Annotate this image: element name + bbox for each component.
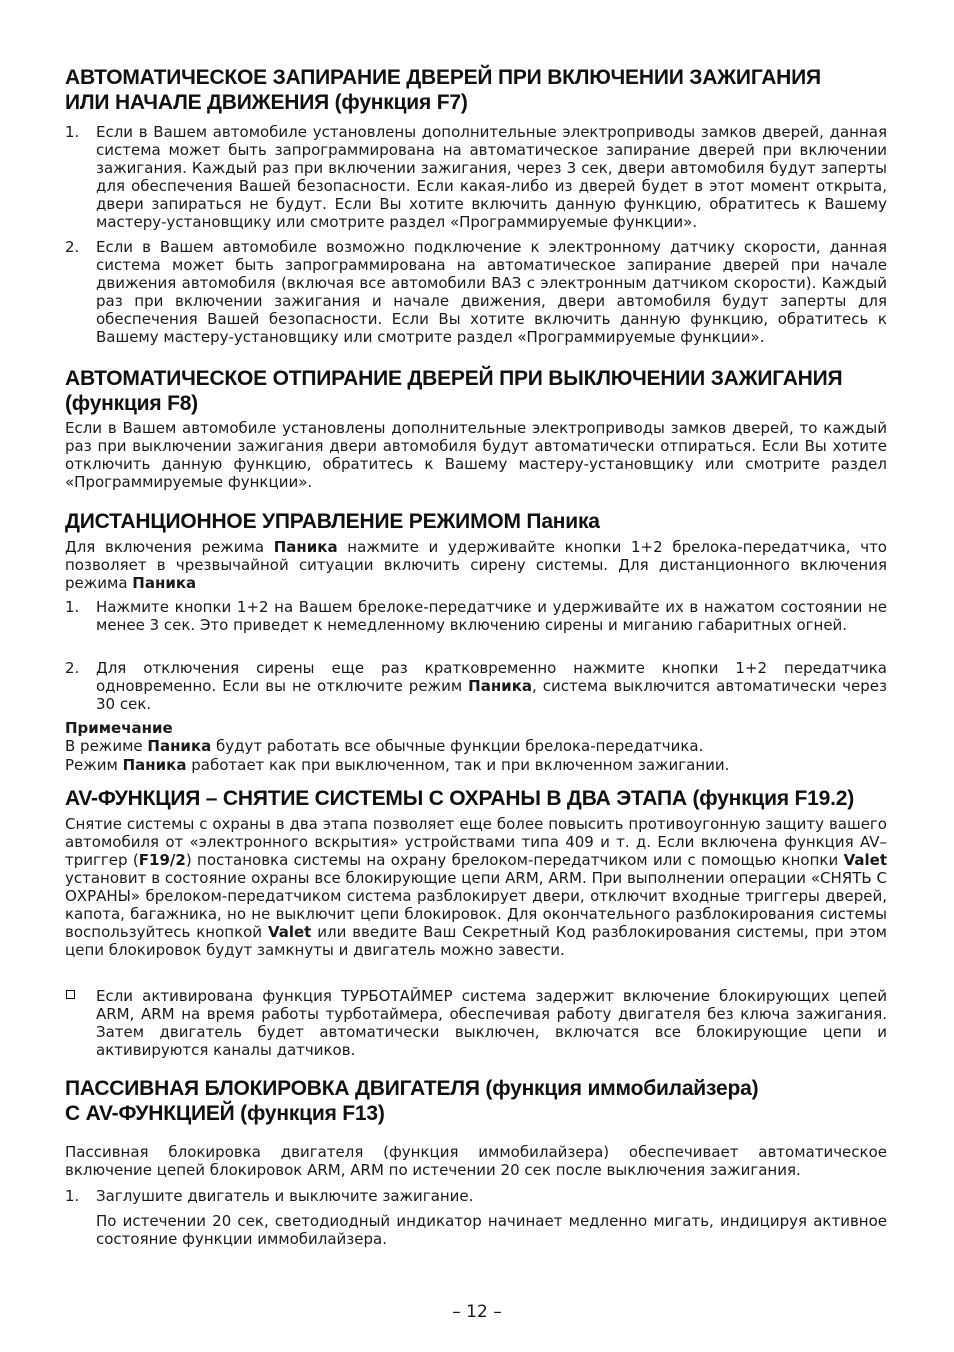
- paragraph: Пассивная блокировка двигателя (функция иммобилайзера) обеспечивает автоматическое включение цепей блокировок ARM, ARM по истечении 20 сек после выключения зажигания.: [65, 1143, 887, 1179]
- note-title: Примечание: [65, 719, 173, 737]
- bold-term: Valet: [843, 851, 888, 869]
- list-number: 1.: [65, 123, 80, 141]
- list-number: 2.: [65, 238, 80, 256]
- bold-term: Паника: [122, 756, 187, 774]
- text: Для отключения сирены еще раз кратковременно нажмите кнопки 1+2 передатчика одновременно. Если вы не отключите режим: [96, 659, 887, 695]
- checkbox-bullet-icon: [66, 990, 75, 999]
- text: Режим: [65, 756, 123, 774]
- section-title-av: AV-ФУНКЦИЯ – СНЯТИЕ СИСТЕМЫ С ОХРАНЫ В ДВА ЭТАПА (функция F19.2): [65, 787, 855, 810]
- text: нажмите и удерживайте кнопки 1+2 брелока-передатчика, что позволяет в чрезвычайной ситуации включить сирену системы. Для дистанционного включения режима: [65, 538, 887, 592]
- text: ) постановка системы на охрану брелоком-передатчиком или с помощью кнопки: [185, 851, 844, 869]
- bold-term: F19/2: [138, 851, 186, 869]
- list-text: Если в Вашем автомобиле возможно подключение к электронному датчику скорости, данная система может быть запрограммирована на автоматическое запирание дверей при начале движения автомобиля (включая все автомобили ВАЗ с электронным датчиком скорости). Каждый раз при включении зажигания и начале движения, двери автомобиля будут заперты для обеспечения Вашей безопасности. Если Вы хотите включить данную функцию, обратитесь к Вашему мастеру-установщику или смотрите раздел «Программируемые функции».: [96, 238, 887, 346]
- text: , система выключится автоматически через 30 сек.: [96, 677, 887, 713]
- note-line: [65, 737, 887, 755]
- bold-term: Паника: [132, 574, 197, 592]
- title-line: АВТОМАТИЧЕСКОЕ ОТПИРАНИЕ ДВЕРЕЙ ПРИ ВЫКЛЮЧЕНИИ ЗАЖИГАНИЯ: [65, 367, 843, 390]
- text: установит в состояние охраны все блокирующие цепи ARM, ARM. При выполнении операции «СНЯТЬ С ОХРАНЫ» брелоком-передатчиком система разблокирует двери, отключит входные триггеры дверей, капота, багажника, но не выключит цепи блокировок. Для окончательного разблокирования системы воспользуйтесь кнопкой: [65, 869, 887, 941]
- text: будут работать все обычные функции брелока-передатчика.: [211, 737, 704, 755]
- bold-term: Паника: [273, 538, 338, 556]
- page-number: – 12 –: [452, 1302, 502, 1322]
- list-text: Если активирована функция ТУРБОТАЙМЕР система задержит включение блокирующих цепей ARM, ARM на время работы турботаймера, обеспечивая работу двигателя без ключа зажигания. Затем двигатель будет автоматически выключен, включатся все блокирующие цепи и активируются каналы датчиков.: [96, 987, 887, 1059]
- list-text: Заглушите двигатель и выключите зажигание.: [96, 1187, 474, 1205]
- section-title-f8: [65, 366, 895, 416]
- text: Снятие системы с охраны в два этапа позволяет еще более повысить противоугонную защиту вашего автомобиля от «электронного вскрытия» устройствами типа 409 и т. д. Если включена функция AV–триггер (: [65, 815, 887, 869]
- text: или введите Ваш Секретный Код разблокирования системы, при этом цепи блокировок будут замкнуты и двигатель можно завести.: [65, 923, 887, 959]
- title-line: ПАССИВНАЯ БЛОКИРОВКА ДВИГАТЕЛЯ (функция иммобилайзера): [65, 1077, 759, 1100]
- text: Для включения режима: [65, 538, 274, 556]
- list-number: 2.: [65, 659, 80, 677]
- list-number: 1.: [65, 598, 80, 616]
- title-line: С AV-ФУНКЦИЕЙ (функция F13): [65, 1102, 385, 1125]
- paragraph: Если в Вашем автомобиле установлены дополнительные электроприводы замков дверей, то каждый раз при выключении зажигания двери автомобиля будут автоматически отпираться. Если Вы хотите отключить данную функцию, обратитесь к Вашему мастеру-установщику или смотрите раздел «Программируемые функции».: [65, 419, 887, 491]
- bold-term: Паника: [468, 677, 532, 695]
- list-text: Нажмите кнопки 1+2 на Вашем брелоке-передатчике и удерживайте их в нажатом состоянии не менее 3 сек. Это приведет к немедленному включению сирены и миганию габаритных огней.: [96, 598, 887, 634]
- title-line: АВТОМАТИЧЕСКОЕ ЗАПИРАНИЕ ДВЕРЕЙ ПРИ ВКЛЮЧЕНИИ ЗАЖИГАНИЯ: [65, 66, 821, 89]
- list-text: [96, 659, 887, 713]
- list-text: Если в Вашем автомобиле установлены дополнительные электроприводы замков дверей, данная система может быть запрограммирована на автоматическое запирание дверей при включении зажигания. Каждый раз при включении зажигания, через 3 сек, двери автомобиля будут заперты для обеспечения Вашей безопасности. Если какая-либо из дверей будет в этот момент открыта, двери запираться не будут. Если Вы хотите включить данную функцию, обратитесь к Вашему мастеру-установщику или смотрите раздел «Программируемые функции».: [96, 123, 887, 231]
- bold-term: Valet: [267, 923, 312, 941]
- section-title-f13: [65, 1076, 895, 1126]
- bold-term: Паника: [147, 737, 212, 755]
- paragraph: [65, 538, 887, 592]
- section-title-f7: [65, 65, 895, 115]
- title-line: ИЛИ НАЧАЛЕ ДВИЖЕНИЯ (функция F7): [65, 91, 468, 114]
- list-text: По истечении 20 сек, светодиодный индикатор начинает медленно мигать, индицируя активное состояние функции иммобилайзера.: [96, 1212, 887, 1248]
- title-line: (функция F8): [65, 392, 198, 415]
- paragraph: [65, 815, 887, 959]
- text: работает как при выключенном, так и при включенном зажигании.: [186, 756, 730, 774]
- section-title-panic: ДИСТАНЦИОННОЕ УПРАВЛЕНИЕ РЕЖИМОМ Паника: [65, 510, 600, 533]
- note-line: [65, 756, 887, 774]
- list-number: 1.: [65, 1187, 80, 1205]
- text: В режиме: [65, 737, 148, 755]
